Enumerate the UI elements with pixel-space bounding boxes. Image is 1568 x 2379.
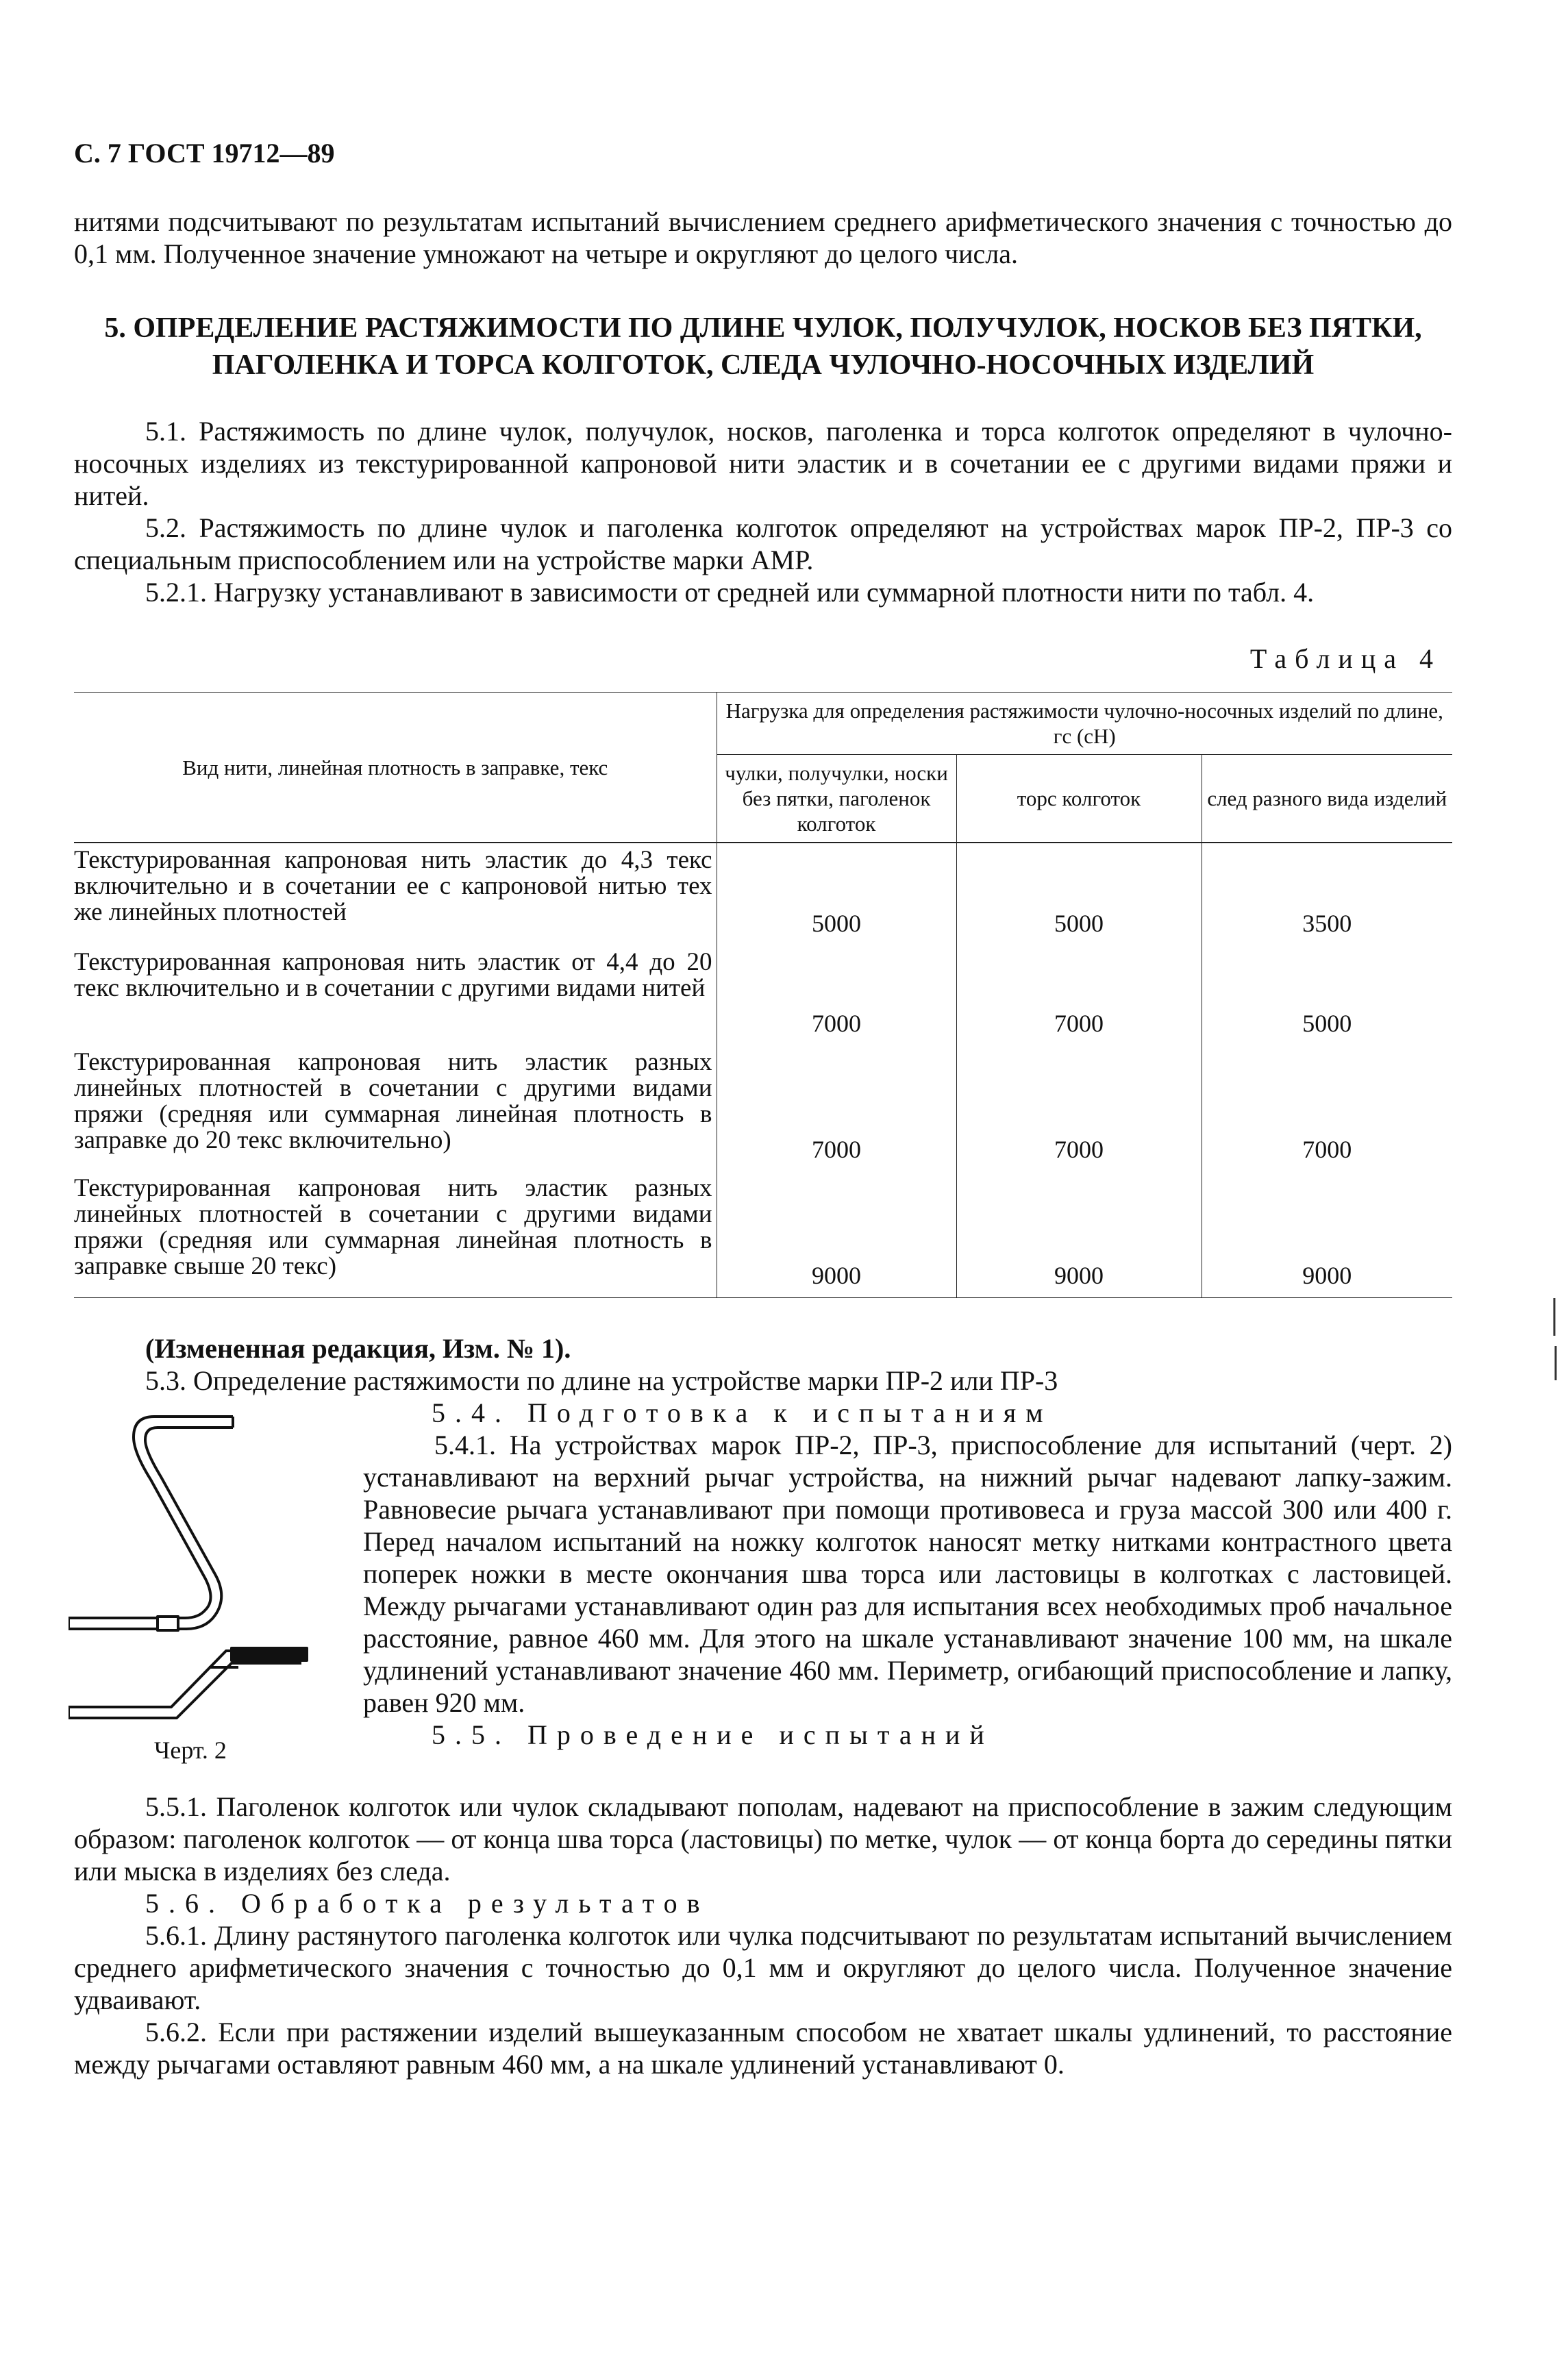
row-value-stockings: 5000 [717,843,956,945]
section-5-5-5-6 [74,1791,1452,2080]
row-thread-type: Текстурированная капроновая нить эластик разных линейных плотностей в сочетании с другими видами пряжи (средняя или суммарная линейная плотность в заправке до 20 текс включительно) [74,1045,717,1171]
row-value-foot: 9000 [1202,1171,1452,1297]
column-header-torso: торс колготок [956,755,1202,843]
amendment-note: (Измененная редакция, Изм. № 1). [145,1333,571,1364]
row-value-torso: 9000 [956,1171,1202,1297]
row-value-foot: 3500 [1202,843,1452,945]
table-row [74,843,1452,945]
section-5-title: 5. ОПРЕДЕЛЕНИЕ РАСТЯЖИМОСТИ ПО ДЛИНЕ ЧУЛОК, ПОЛУЧУЛОК, НОСКОВ БЕЗ ПЯТКИ, ПАГОЛЕНКА И ТОРСА КОЛГОТОК, СЛЕДА ЧУЛОЧНО-НОСОЧНЫХ ИЗДЕЛИЙ [104,312,1422,381]
column-header-stockings: чулки, получулки, носки без пятки, паголенок колготок [717,755,956,843]
paragraph-5-5-1: 5.5.1. Паголенок колготок или чулок складывают пополам, надевают на приспособление в зажим следующим образом: паголенок колготок — от конца шва торса (ластовицы) по метке, чулок — от конца борта до середины пятки или мыска в изделиях без следа. [74,1791,1452,1886]
section-5-4 [363,1397,1452,1751]
row-value-torso: 7000 [956,1045,1202,1171]
heading-5-6: 5.6. Обработка результатов [145,1888,710,1919]
row-value-torso: 5000 [956,843,1202,945]
paragraph-5-1: 5.1. Растяжимость по длине чулок, получулок, носков, паголенка и торса колготок определяют в чулочно-носочных изделиях из текстурированной капроновой нити эластик и в сочетании ее с другими видами пряжи и нитей. [74,416,1452,511]
section-5-paragraphs [74,415,1452,608]
table-row [74,1045,1452,1171]
row-value-foot: 7000 [1202,1045,1452,1171]
table-row [74,945,1452,1045]
table-caption: Таблица 4 [1249,643,1441,674]
paragraph-5-6-2: 5.6.2. Если при растяжении изделий вышеуказанным способом не хватает шкалы удлинений, то расстояние между рычагами оставляют равным 460 мм, а на шкале удлинений устанавливают 0. [74,2017,1452,2080]
row-value-stockings: 7000 [717,945,956,1045]
row-value-stockings: 9000 [717,1171,956,1297]
amendment-block [74,1332,1452,1397]
intro-paragraph [74,205,1452,270]
paragraph-5-3: 5.3. Определение растяжимости по длине на устройстве марки ПР-2 или ПР-3 [145,1365,1058,1396]
paragraph-5-6-1: 5.6.1. Длину растянутого паголенка колготок или чулка подсчитывают по результатам испытаний вычислением среднего арифметического значения с точностью до 0,1 мм и округляют до целого числа. Полученное значение удваивают. [74,1920,1452,2015]
heading-5-4: 5.4. Подготовка к испытаниям [432,1397,1053,1428]
fixture-drawing [69,1404,329,1719]
page-header: С. 7 ГОСТ 19712—89 [74,138,335,169]
heading-5-5: 5.5. Проведение испытаний [432,1719,994,1750]
table-4 [74,692,1452,1298]
row-thread-type: Текстурированная капроновая нить эластик от 4,4 до 20 текс включительно и в сочетании с другими видами нитей [74,945,717,1045]
paragraph-5-2: 5.2. Растяжимость по длине чулок и паголенка колготок определяют на устройствах марок ПР-2, ПР-3 со специальным приспособлением или на устройстве марки АМР. [74,512,1452,575]
paragraph-5-2-1: 5.2.1. Нагрузку устанавливают в зависимости от средней или суммарной плотности нити по табл. 4. [145,577,1315,608]
row-thread-type: Текстурированная капроновая нить эластик до 4,3 текс включительно и в сочетании ее с капроновой нитью тех же линейных плотностей [74,843,717,945]
column-group-header-load: Нагрузка для определения растяжимости чулочно-носочных изделий по длине, гс (сН) [717,693,1452,755]
row-value-foot: 5000 [1202,945,1452,1045]
intro-text: нитями подсчитывают по результатам испытаний вычислением среднего арифметического значения с точностью до 0,1 мм. Полученное значение умножают на четыре и округляют до целого числа. [74,206,1452,269]
table-row [74,1171,1452,1297]
paragraph-5-4-1: 5.4.1. На устройствах марок ПР-2, ПР-3, приспособление для испытаний (черт. 2) устанавливают на верхний рычаг устройства, на нижний рычаг надевают лапку-зажим. Равновесие рычага устанавливают при помощи противовеса и груза массой 300 или 400 г. Перед началом испытаний на ножку колготок наносят метку нитками контрастного цвета поперек ножки в месте окончания шва торса или ластовицы в колготках с ластовицей. Между рычагами устанавливают один раз для испытания всех необходимых проб начальное расстояние, равное 460 мм. Для этого на шкале устанавливают значение 100 мм, на шкале удлинений устанавливают значение 460 мм. Периметр, огибающий приспособление и лапку, равен 920 мм. [363,1430,1452,1718]
row-thread-type: Текстурированная капроновая нить эластик разных линейных плотностей в сочетании с другими видами пряжи (средняя или суммарная линейная плотность в заправке свыше 20 текс) [74,1171,717,1297]
margin-marks [1552,1298,1558,1380]
figure-caption: Черт. 2 [154,1736,227,1764]
row-value-stockings: 7000 [717,1045,956,1171]
row-value-torso: 7000 [956,945,1202,1045]
column-header-thread-type: Вид нити, линейная плотность в заправке, текс [74,693,717,843]
column-header-foot: след разного вида изделий [1202,755,1452,843]
